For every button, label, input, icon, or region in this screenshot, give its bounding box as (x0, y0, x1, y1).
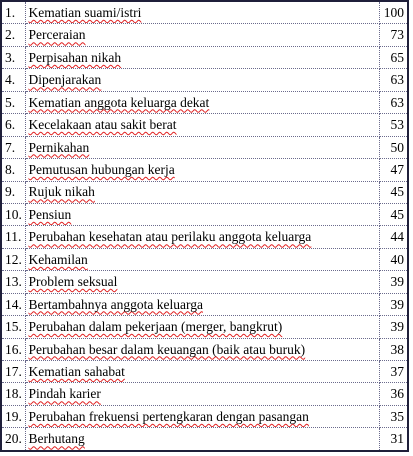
stress-score: 45 (379, 181, 408, 203)
stress-score: 63 (379, 91, 408, 113)
row-number: 20. (1, 428, 25, 451)
table-row (1, 136, 408, 158)
event-label: Perpisahan nikah (28, 49, 122, 65)
event-label: Kecelakaan atau sakit berat (28, 117, 177, 133)
stress-score: 73 (379, 24, 408, 46)
stress-score: 50 (379, 136, 408, 158)
row-number: 6. (1, 114, 25, 136)
event-label: Pindah karier (28, 386, 101, 402)
event-cell (25, 383, 379, 405)
event-cell (25, 203, 379, 225)
row-number: 2. (1, 24, 25, 46)
event-label: Perubahan dalam pekerjaan (merger, bangkrut) (28, 319, 283, 335)
table-row (1, 405, 408, 427)
event-label: Perubahan kesehatan atau perilaku anggota keluarga (28, 229, 312, 245)
stress-score: 100 (379, 1, 408, 24)
table-row (1, 361, 408, 383)
event-cell (25, 271, 379, 293)
row-number: 8. (1, 159, 25, 181)
table-row (1, 293, 408, 315)
event-cell (25, 91, 379, 113)
event-cell (25, 361, 379, 383)
row-number: 1. (1, 1, 25, 24)
row-number: 5. (1, 91, 25, 113)
event-label: Perubahan frekuensi pertengkaran dengan pasangan (28, 408, 309, 424)
row-number: 19. (1, 405, 25, 427)
event-cell (25, 114, 379, 136)
event-cell (25, 159, 379, 181)
event-label: Kematian sahabat (28, 363, 125, 379)
event-label: Pensiun (28, 206, 72, 222)
event-cell (25, 405, 379, 427)
row-number: 3. (1, 46, 25, 68)
stress-score: 65 (379, 46, 408, 68)
row-number: 10. (1, 203, 25, 225)
event-label: Kematian suami/istri (28, 4, 142, 20)
event-label: Perubahan besar dalam keuangan (baik atau buruk) (28, 341, 306, 357)
table-row (1, 338, 408, 360)
event-label: Rujuk nikah (28, 184, 95, 200)
stress-score: 39 (379, 316, 408, 338)
row-number: 13. (1, 271, 25, 293)
row-number: 15. (1, 316, 25, 338)
stress-score: 63 (379, 69, 408, 91)
table-row (1, 181, 408, 203)
table-body (1, 1, 408, 451)
event-label: Bertambahnya anggota keluarga (28, 296, 203, 312)
event-label: Problem seksual (28, 274, 118, 290)
table-row (1, 114, 408, 136)
table-row (1, 69, 408, 91)
table-row (1, 428, 408, 451)
stress-score: 45 (379, 203, 408, 225)
row-number: 11. (1, 226, 25, 248)
row-number: 17. (1, 361, 25, 383)
event-cell (25, 1, 379, 24)
event-cell (25, 69, 379, 91)
stress-score: 53 (379, 114, 408, 136)
table-row (1, 1, 408, 24)
stress-score: 47 (379, 159, 408, 181)
table-row (1, 203, 408, 225)
event-label: Kehamilan (28, 251, 88, 267)
stress-score: 38 (379, 338, 408, 360)
event-label: Pemutusan hubungan kerja (28, 162, 175, 178)
row-number: 7. (1, 136, 25, 158)
event-cell (25, 338, 379, 360)
stress-score: 31 (379, 428, 408, 451)
row-number: 14. (1, 293, 25, 315)
event-label: Pernikahan (28, 139, 90, 155)
event-cell (25, 46, 379, 68)
event-cell (25, 24, 379, 46)
table-row (1, 271, 408, 293)
event-cell (25, 428, 379, 451)
event-cell (25, 136, 379, 158)
event-label: Berhutang (28, 431, 85, 447)
table-row (1, 46, 408, 68)
event-cell (25, 248, 379, 270)
event-label: Kematian anggota keluarga dekat (28, 94, 210, 110)
row-number: 4. (1, 69, 25, 91)
row-number: 18. (1, 383, 25, 405)
table-row (1, 24, 408, 46)
table-row (1, 226, 408, 248)
table-row (1, 159, 408, 181)
event-cell (25, 181, 379, 203)
row-number: 16. (1, 338, 25, 360)
stress-score: 44 (379, 226, 408, 248)
event-cell (25, 226, 379, 248)
event-cell (25, 316, 379, 338)
row-number: 12. (1, 248, 25, 270)
event-cell (25, 293, 379, 315)
stress-score: 35 (379, 405, 408, 427)
event-label: Dipenjarakan (28, 72, 102, 88)
table-row (1, 383, 408, 405)
table-row (1, 91, 408, 113)
stress-score: 39 (379, 271, 408, 293)
event-label: Perceraian (28, 27, 86, 43)
stress-score: 39 (379, 293, 408, 315)
stress-score: 36 (379, 383, 408, 405)
table-row (1, 248, 408, 270)
table-row (1, 316, 408, 338)
stress-score: 40 (379, 248, 408, 270)
row-number: 9. (1, 181, 25, 203)
stress-score: 37 (379, 361, 408, 383)
